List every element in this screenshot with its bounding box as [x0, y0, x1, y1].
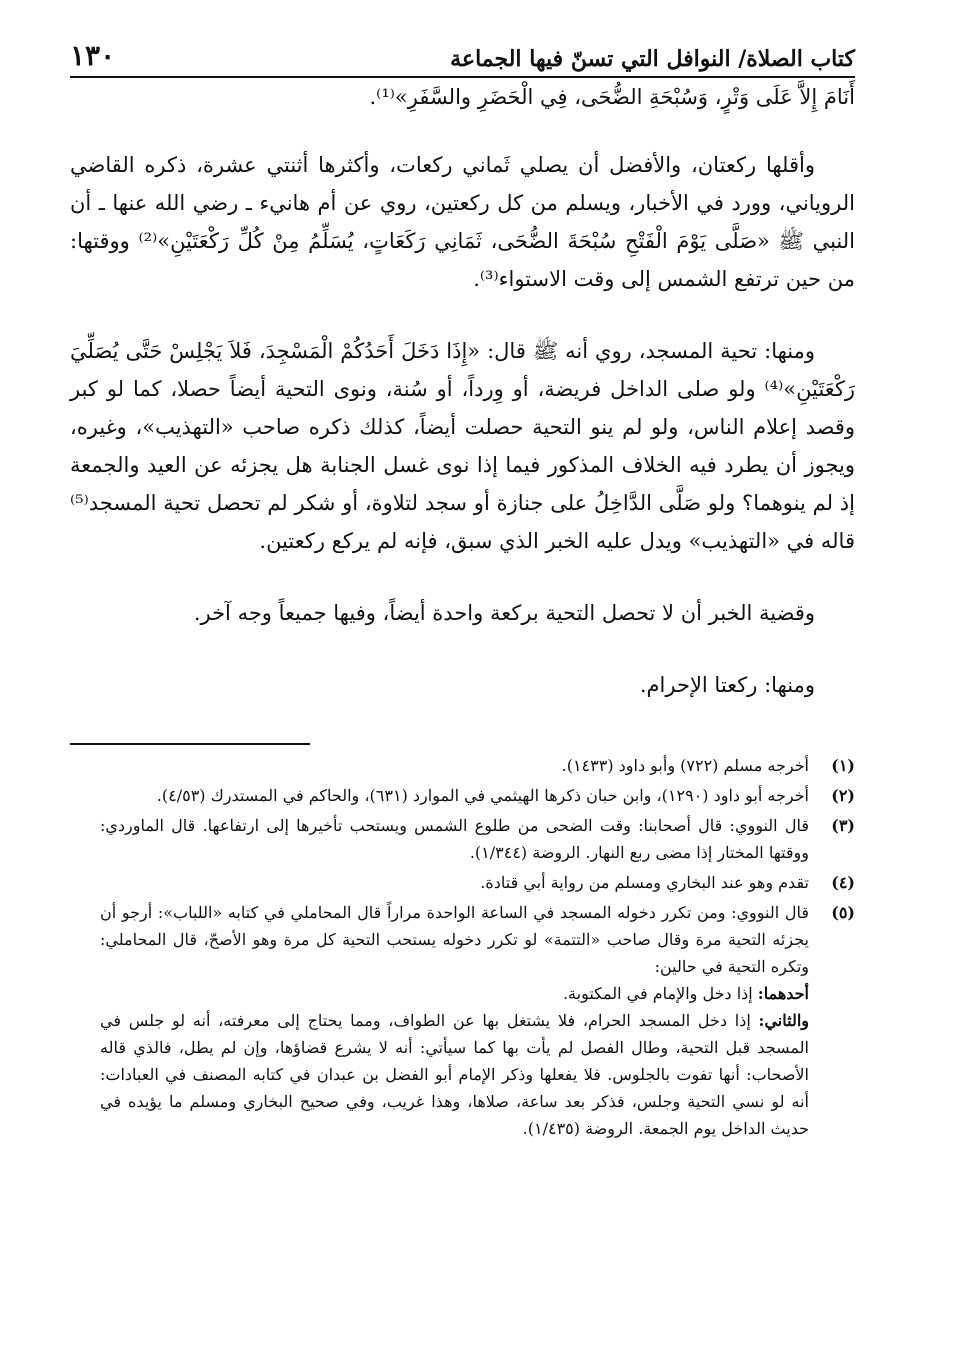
footnote-5-second-case	[100, 1007, 809, 1142]
page-header	[70, 22, 855, 78]
first-case-label: أحدهما:	[757, 984, 809, 1003]
footnote-2	[100, 782, 855, 809]
paragraph-5: ومنها: ركعتا الإحرام.	[639, 673, 815, 697]
footnote-5-first-case	[100, 980, 809, 1007]
footnote-number: (٣)	[831, 816, 855, 835]
paragraph-4: وقضية الخبر أن لا تحصل التحية بركعة واحدة أيضاً، وفيها جميعاً وجه آخر.	[193, 601, 815, 625]
footnote-1	[100, 752, 855, 779]
footnote-separator	[70, 743, 310, 745]
paragraph-3: ومنها: تحية المسجد، روي أنه ﷺ قال: «إِذَا دَخَلَ أَحَدُكُمْ الْمَسْجِدَ، فَلاَ يَجْلِسْ حَتَّى يُصَلِّيَ رَكْعَتَيْنِ»⁽⁴⁾ ولو صلى الداخل فريضة، أو وِرداً، أو سُنة، ونوى التحية أيضاً حصلا، كما لو كبر وقصد إعلام الناس، ولو لم ينو التحية حصلت أيضاً، كذلك ذكره صاحب «التهذيب»، وغيره، ويجوز أن يطرد فيه الخلاف المذكور فيما إذا نوى غسل الجنابة هل يجزئه عن العيد والجمعة إذ لم ينوهما؟ ولو صَلَّى الدَّاخِلُ على جنازة أو سجد لتلاوة، أو شكر لم تحصل تحية المسجد⁽⁵⁾ قاله في «التهذيب» ويدل عليه الخبر الذي سبق، فإنه لم يركع ركعتين.	[70, 339, 855, 553]
footnote-text: قال النووي: قال أصحابنا: وقت الضحى من طلوع الشمس ويستحب تأخيرها إلى ارتفاعها. قال الماوردي: ووقتها المختار إذا مضى ربع النهار. الروضة (١/٣٤٤).	[100, 816, 809, 862]
running-title: كتاب الصلاة/ النوافل التي تسنّ فيها الجماعة	[450, 46, 855, 72]
page-number: ١٣٠	[70, 39, 116, 72]
first-case-text: إذا دخل والإمام في المكتوبة.	[562, 984, 758, 1003]
footnote-5	[100, 899, 855, 1142]
footnote-4	[100, 869, 855, 896]
footnote-text: أخرجه أبو داود (١٢٩٠)، وابن حبان ذكرها الهيثمي في الموارد (٦٣١)، والحاكم في المستدرك (٤/٥٣).	[156, 786, 809, 805]
footnote-number: (٢)	[831, 786, 855, 805]
footnote-text: تقدم وهو عند البخاري ومسلم من رواية أبي قتادة.	[480, 873, 809, 892]
second-case-label: والثاني:	[758, 1011, 809, 1030]
paragraph-1: أَنَامَ إِلاَّ عَلَى وَتْرٍ، وَسُبْحَةِ الضُّحَى، فِي الْحَضَرِ والسَّفَرِ»⁽¹⁾.	[369, 85, 855, 109]
footnote-5-intro: قال النووي: ومن تكرر دخوله المسجد في الساعة الواحدة مراراً قال المحاملي في كتابه «اللباب»: أرجو أن يجزئه التحية مرة وقال صاحب «التتمة» لو تكرر دخوله يستحب التحية كل مرة وهو الأصحّ، قال المحاملي: وتكره التحية في حالين:	[100, 903, 809, 976]
main-text	[70, 78, 855, 738]
paragraph-2: وأقلها ركعتان، والأفضل أن يصلي ثَماني ركعات، وأكثرها أثنتي عشرة، ذكره القاضي الروياني، وورد في الأخبار، ويسلم من كل ركعتين، روي عن أم هانيء ـ رضي الله عنها ـ أن النبي ﷺ «صَلَّى يَوْمَ الْفَتْحِ سُبْحَةَ الضُّحَى، ثَمَانِي رَكَعَاتٍ، يُسَلِّمُ مِنْ كُلِّ رَكْعَتَيْنِ»⁽²⁾ ووقتها: من حين ترتفع الشمس إلى وقت الاستواء⁽³⁾.	[70, 153, 855, 291]
second-case-text: إذا دخل المسجد الحرام، فلا يشتغل بها عن الطواف، ومما يحتاج إلى معرفته، أنه لو جلس في المسجد قبل التحية، وطال الفصل لم يأت بها كما سيأتي: أنه لا يشرع قضاؤها، وإن لم يطل، فالذي قاله الأصحاب: أنها تفوت بالجلوس. فلا يفعلها وذكر الإمام أبو الفضل بن عبدان في كتابه المصنف في العبادات: أنه لو نسي التحية وجلس، فذكر بعد ساعة، صلاها، وهذا غريب، وفي صحيح البخاري ومسلم ما يؤيده في حديث الداخل يوم الجمعة. الروضة (١/٤٣٥).	[100, 1011, 809, 1138]
footnote-text: أخرجه مسلم (٧٢٢) وأبو داود (١٤٣٣).	[561, 756, 809, 775]
footnote-3	[100, 812, 855, 866]
footnotes	[100, 752, 855, 1145]
footnote-number: (١)	[831, 756, 855, 775]
footnote-number: (٥)	[831, 903, 855, 922]
footnote-number: (٤)	[831, 873, 855, 892]
footnote-text	[100, 899, 809, 1142]
